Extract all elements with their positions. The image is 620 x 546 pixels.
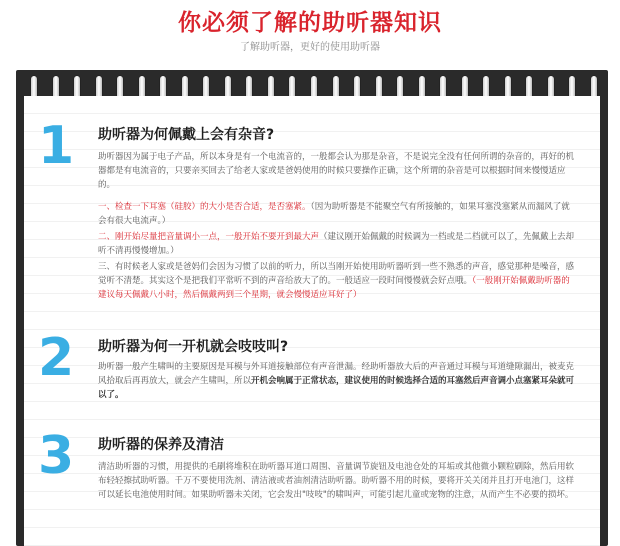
paper-page [24,96,600,546]
list-item-text: （建议刚开始佩戴的时候调为一档或是二档就可以了，先佩戴上去却听不清再慢慢增加。） [98,232,575,256]
list-item [98,230,578,258]
list-item-highlight: 一、检查一下耳塞（硅胶）的大小是否合适，是否塞紧。 [98,202,311,212]
section-intro-bold: 开机会响属于正常状态，建议使用的时候选择合适的耳塞然后声音调小点塞紧耳朵就可以了。 [98,376,575,400]
notebook-card [16,70,608,546]
section-number: 1 [38,116,75,176]
list-item-text: （因为助听器是不能聚空气有所接触的，如果耳塞没塞紧从而漏风了就会有很大电流声。） [98,202,570,226]
section-intro-text: 助听器一般产生啸叫的主要原因是耳模与外耳道接触部位有声音泄漏。经助听器放大后的声音通过耳模与耳道缝隙漏出，被麦克风拾取后再再放大，就会产生啸叫，所以 [98,362,575,386]
list-item-text: 三、有时候老人家或是爸妈们会因为习惯了以前的听力，所以当刚开始使用助听器听到一些不熟悉的声音，感觉那种是噪音，感觉听不清楚。其实这个是把我们平常听不到的声音给放大了的。一般适应一段时间慢慢就会好点哦。 [98,262,575,286]
section-1 [38,116,588,320]
section-number: 3 [38,426,75,486]
section-intro: 助听器因为属于电子产品，所以本身是有一个电流音的，一般都会认为那是杂音，不是说完全没有任何所谓的杂音的，再好的机器都是有电流音的，只要亲买回去了给老人家或是爸妈使用的时候只要操作正确，这个所谓的杂音是可以根据时间来慢慢适应的。 [98,152,575,190]
page-header [0,0,620,64]
section-heading: 助听器为何佩戴上会有杂音? [98,127,275,143]
page-subtitle: 了解助听器，更好的使用助听器 [240,42,380,53]
list-item-highlight: （一般刚开始佩戴助听器的建议每天佩戴八小时，然后佩戴两到三个星期，就会慢慢适应耳好了） [98,276,570,300]
section-number: 2 [38,328,75,388]
section-heading: 助听器的保养及清洁 [98,437,224,453]
section-intro: 清洁助听器的习惯，用提供的毛刷将堆积在助听器耳道口周围、音量调节旋钮及电池仓处的耳垢或其他微小颗粒刷除，然后用软布轻轻擦拭助听器。千万不要使用洗剂、清洁液或者油剂清洁助听器。助听器不用的时候，要将开关关闭并且打开电池门，这样可以延长电池使用时间。如果助听器未关闭，它会发出"吱吱"的啸叫声，可能引起儿童或宠物的注意，从而产生不必要的损坏。 [98,462,575,500]
section-2 [38,328,588,422]
list-item-highlight: 二、刚开始尽量把音量调小一点，一般开始不要开到最大声 [98,232,320,242]
list-item [98,200,578,228]
section-heading: 助听器为何一开机就会吱吱叫? [98,339,289,355]
section-intro [98,360,578,402]
list-item [98,260,578,302]
section-3 [38,426,588,540]
page-title: 你必须了解的助听器知识 [178,10,442,36]
